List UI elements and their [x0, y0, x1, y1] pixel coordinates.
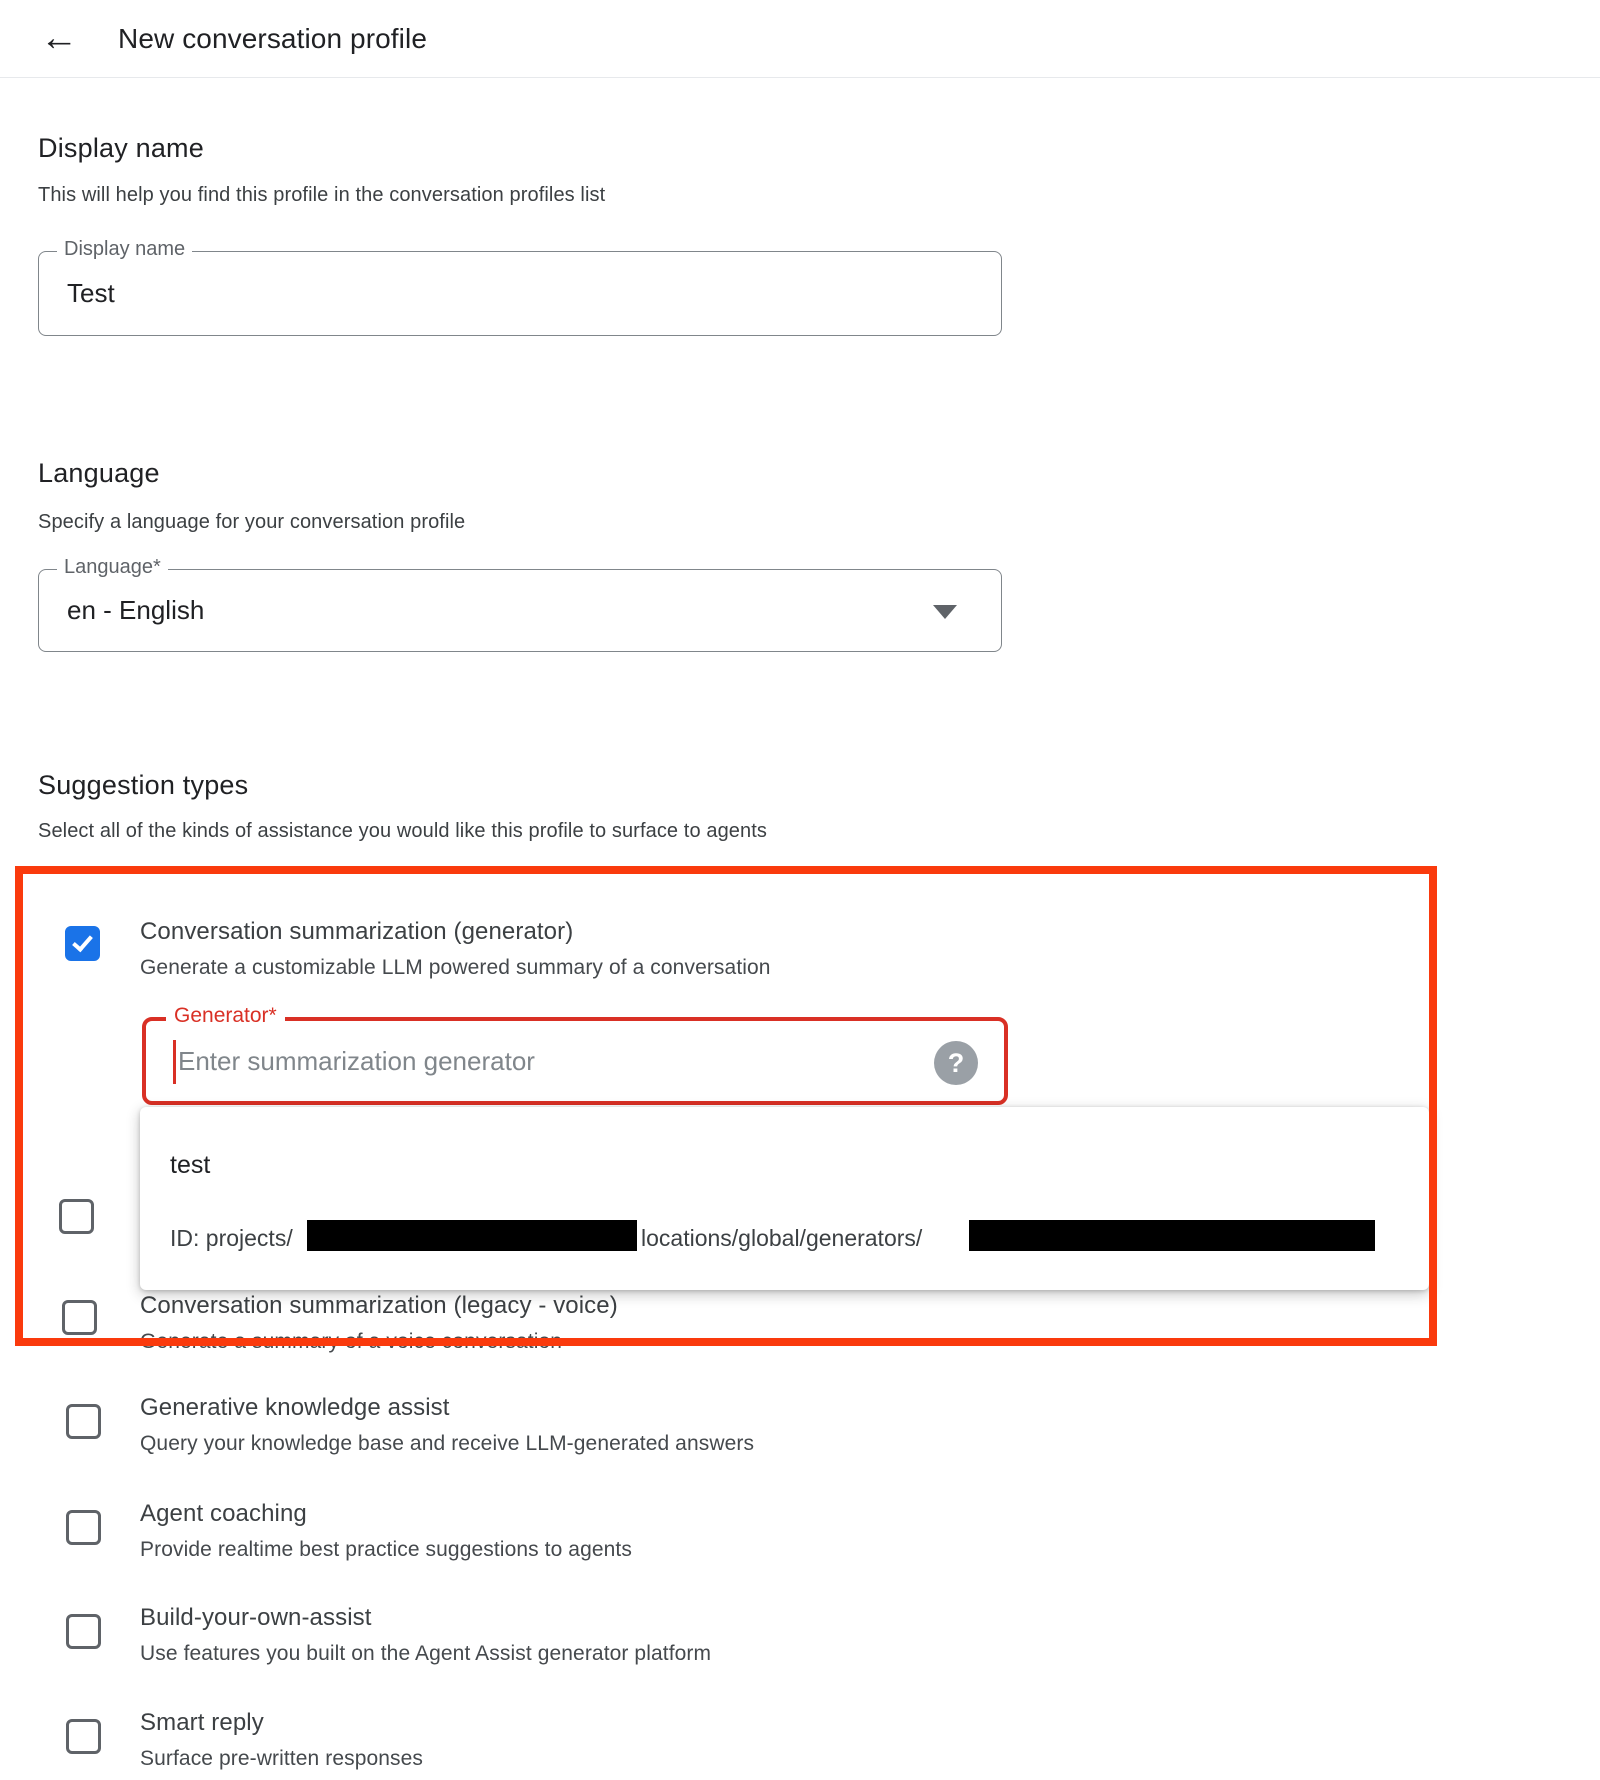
suggestion-types-heading: Suggestion types [38, 770, 249, 800]
row-desc-conversation-summarization-legacy-voice: Generate a summary of a voice conversation [140, 1330, 563, 1353]
text-cursor [173, 1040, 176, 1084]
language-select-value: en - English [67, 595, 205, 625]
row-label-build-your-own-assist[interactable]: Build-your-own-assist [140, 1604, 372, 1631]
page-title: New conversation profile [118, 22, 427, 54]
row-label-conversation-summarization-legacy-voice[interactable]: Conversation summarization (legacy - voice) [140, 1292, 618, 1319]
language-select[interactable] [38, 556, 1002, 652]
generator-input[interactable] [146, 1046, 798, 1077]
row-label-smart-reply[interactable]: Smart reply [140, 1709, 264, 1736]
display-name-field[interactable] [38, 238, 1002, 336]
generator-option-test[interactable]: test [170, 1151, 211, 1179]
display-name-field-label: Display name [57, 238, 192, 261]
row-label-agent-coaching[interactable]: Agent coaching [140, 1500, 307, 1527]
checkbox-hidden-suggestion-row[interactable] [59, 1199, 94, 1234]
row-desc-generative-knowledge-assist: Query your knowledge base and receive LLM-generated answers [140, 1432, 755, 1455]
checkbox-conversation-summarization-generator[interactable] [65, 926, 100, 961]
checkbox-conversation-summarization-legacy-voice[interactable] [62, 1300, 97, 1335]
generator-field[interactable] [142, 1004, 1008, 1105]
generator-autocomplete-panel [140, 1107, 1429, 1290]
suggestion-types-description: Select all of the kinds of assistance you would like this profile to surface to agents [38, 820, 767, 842]
redaction-bar [969, 1220, 1375, 1251]
language-heading: Language [38, 458, 160, 488]
generator-field-label: Generator* [166, 1004, 285, 1028]
row-desc-conversation-summarization-generator: Generate a customizable LLM powered summary of a conversation [140, 956, 771, 979]
row-label-generative-knowledge-assist[interactable]: Generative knowledge assist [140, 1394, 450, 1421]
row-desc-smart-reply: Surface pre-written responses [140, 1747, 424, 1770]
checkmark-icon [72, 931, 93, 953]
back-arrow-icon[interactable]: ← [40, 17, 78, 59]
help-question-icon[interactable]: ? [934, 1041, 978, 1085]
generator-option-id-prefix: ID: projects/ [170, 1225, 293, 1251]
display-name-heading: Display name [38, 133, 204, 163]
row-desc-agent-coaching: Provide realtime best practice suggestions to agents [140, 1538, 632, 1561]
checkbox-generative-knowledge-assist[interactable] [66, 1404, 101, 1439]
row-desc-build-your-own-assist: Use features you built on the Agent Assist generator platform [140, 1642, 712, 1665]
page-header [0, 0, 1600, 78]
display-name-input[interactable] [39, 278, 905, 309]
checkbox-build-your-own-assist[interactable] [66, 1614, 101, 1649]
language-select-label: Language* [57, 556, 168, 579]
row-label-conversation-summarization-generator[interactable]: Conversation summarization (generator) [140, 918, 574, 945]
language-description: Specify a language for your conversation profile [38, 511, 466, 533]
generator-option-id-middle: locations/global/generators/ [641, 1225, 923, 1251]
dropdown-caret-icon [933, 605, 957, 619]
display-name-description: This will help you find this profile in the conversation profiles list [38, 184, 606, 206]
checkbox-agent-coaching[interactable] [66, 1510, 101, 1545]
checkbox-smart-reply[interactable] [66, 1719, 101, 1754]
redaction-bar [307, 1220, 637, 1251]
